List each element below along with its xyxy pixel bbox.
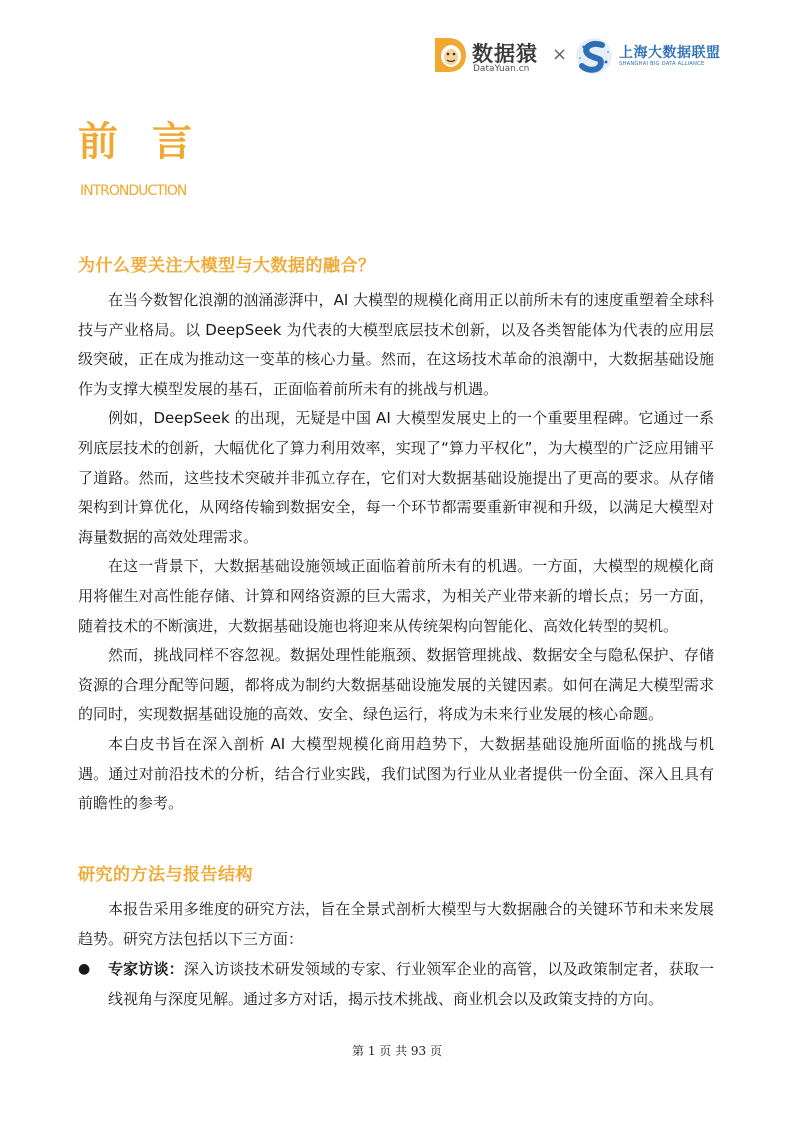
list-item-term: 专家访谈： <box>108 960 184 978</box>
collaboration-sign: × <box>552 44 568 65</box>
datayuan-brand-name: 数据猿 <box>472 42 538 66</box>
page-title: 前言 <box>78 119 226 165</box>
section-body <box>78 895 714 954</box>
paragraph: 本报告采用多维度的研究方法，旨在全景式剖析大模型与大数据融合的关键环节和未来发展趋势。研究方法包括以下三方面： <box>78 900 714 948</box>
paragraph: 然而，挑战同样不容忽视。数据处理性能瓶颈、数据管理挑战、数据安全与隐私保护、存储资源的合理分配等问题，都将成为制约大数据基础设施发展的关键因素。如何在满足大模型需求的同时，实现数据基础设施的高效、安全、绿色运行，将成为未来行业发展的核心命题。 <box>78 646 714 724</box>
alliance-brand-name-en: SHANGHAI BIG DATA ALLIANCE <box>619 61 705 67</box>
header-logos <box>432 36 732 76</box>
page-number: 第 1 页 共 93 页 <box>352 1044 442 1058</box>
paragraph: 本白皮书旨在深入剖析 AI 大模型规模化商用趋势下，大数据基础设施所面临的挑战与机遇。通过对前沿技术的分析，结合行业实践，我们试图为行业从业者提供一份全面、深入且具有前瞻性的参考。 <box>78 734 714 813</box>
list-item <box>78 955 714 1014</box>
list-item-description: 深入访谈技术研发领域的专家、行业领军企业的高管，以及政策制定者，获取一线视角与深度见解。通过多方对话，揭示技术挑战、商业机会以及政策支持的方向。 <box>108 960 714 1008</box>
page-subtitle: INTRONDUCTION <box>80 183 187 199</box>
paragraph: 在当今数智化浪潮的汹涌澎湃中，AI 大模型的规模化商用正以前所未有的速度重塑着全球科技与产业格局。以 DeepSeek 为代表的大模型底层技术创新，以及各类智能体为代表的应用层级突破，正在成为推动这一变革的核心力量。然而，在这场技术革命的浪潮中，大数据基础设施作为支撑大模型发展的基石，正面临着前所未有的挑战与机遇。 <box>78 291 714 398</box>
paragraph: 在这一背景下，大数据基础设施领域正面临着前所未有的机遇。一方面，大模型的规模化商用将催生对高性能存储、计算和网络资源的巨大需求，为相关产业带来新的增长点；另一方面，随着技术的不断演进，大数据基础设施也将迎来从传统架构向智能化、高效化转型的契机。 <box>78 557 714 635</box>
list-item-text <box>108 955 714 1014</box>
shanghai-alliance-logo-icon <box>574 36 614 76</box>
datayuan-url: DataYuan.cn <box>473 64 530 74</box>
bullet-icon: ● <box>78 961 91 977</box>
paragraph: 例如，DeepSeek 的出现，无疑是中国 AI 大模型发展史上的一个重要里程碑。它通过一系列底层技术的创新，大幅优化了算力利用效率，实现了“算力平权化”，为大模型的广泛应用铺平了道路。然而，这些技术突破并非孤立存在，它们对大数据基础设施提出了更高的要求。从存储架构到计算优化，从网络传输到数据安全，每一个环节都需要重新审视和升级，以满足大模型对海量数据的高效处理需求。 <box>78 409 714 546</box>
section-body <box>78 286 714 819</box>
alliance-brand-name: 上海大数据联盟 <box>619 45 721 61</box>
section-heading: 为什么要关注大模型与大数据的融合？ <box>78 256 376 276</box>
section-heading: 研究的方法与报告结构 <box>78 865 253 885</box>
datayuan-logo-icon <box>432 36 468 74</box>
